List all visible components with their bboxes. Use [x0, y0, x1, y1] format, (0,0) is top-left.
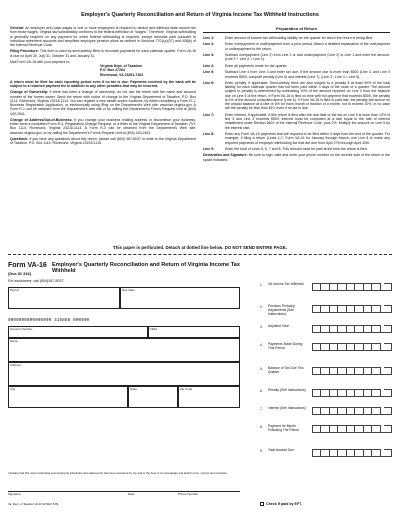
form-line-label: Previous Period(s) Adjustments (See Instructions): [268, 304, 296, 316]
due-date-field[interactable]: [120, 287, 240, 309]
instructions-right-column: [203, 26, 390, 162]
amount-digit-cell[interactable]: [384, 343, 392, 351]
questions-paragraph: [10, 137, 196, 146]
form-line-4: [260, 342, 392, 356]
amount-input[interactable]: [312, 449, 392, 457]
questions-text: If you have any questions about this return, please call (804) 367-8037 or write to the Virginia Department of Taxation, P.O. Box 1115, Richmond, Virginia 23218-1115.: [10, 136, 196, 145]
declaration-paragraph: [203, 153, 390, 162]
preparation-line-number: Line 1:: [203, 36, 215, 40]
questions-label: Questions:: [10, 136, 29, 141]
form-line-5: [260, 366, 392, 380]
eft-checkbox-row[interactable]: [260, 502, 302, 506]
amount-digit-cell[interactable]: [347, 407, 355, 415]
amount-input[interactable]: [312, 425, 392, 433]
filing-label: Filing Procedure:: [10, 49, 39, 54]
declaration-disclaimer: I declare that this return (including accompanying schedules and statements) has been examined by me and to the best of my knowledge and belief is true, correct and complete.: [8, 471, 228, 475]
period-field[interactable]: [8, 287, 120, 309]
amount-digit-cell[interactable]: [347, 389, 355, 397]
city-field[interactable]: [8, 386, 128, 408]
change-text: If there has been a change of ownership, do not use the return with the name and account number of the former owner. Send the return with notice of change to the Virginia Department of Taxation, P.O. Box 1114, Richmond, Virginia 23218-1114. You can register a new dealer and/or locations, by either completing a Form R-1, Business Registration Application, or electronically using iReg on the Department's Web site: www.tax.virginia.gov. A Form R-1 can be obtained from the Department's web site or by calling the Department's Forms Request Unit at (804) 440-2541.: [10, 90, 196, 116]
amount-digit-cell[interactable]: [330, 325, 338, 333]
preparation-line: [203, 36, 390, 40]
preparation-line-number: Line 8:: [203, 132, 215, 137]
preparation-title: Preparation of Return: [203, 26, 390, 33]
amount-digit-cell[interactable]: [364, 283, 372, 291]
form-line-label: Payment for Month Following The Period: [268, 424, 299, 432]
amount-digit-cell[interactable]: [321, 367, 329, 375]
preparation-line-number: Line 3:: [203, 53, 215, 58]
preparation-line: [203, 70, 390, 79]
form-line-6: [260, 388, 392, 402]
preparation-line-text: Enter the total of Lines 5, 6, 7 and 8. This amount must be paid at the time the return is filed.: [225, 147, 368, 151]
change-address-paragraph: [10, 118, 196, 135]
amount-digit-cell[interactable]: [321, 449, 329, 457]
amount-input[interactable]: [312, 407, 392, 415]
form-line-label: Payments Made During This Period: [268, 342, 303, 350]
amount-input[interactable]: [312, 283, 392, 291]
change-label: Change of Ownership:: [10, 90, 49, 95]
amount-digit-cell[interactable]: [355, 305, 363, 313]
form-heading: Employer's Quarterly Reconciliation and Return of Virginia Income Tax Withheld: [52, 262, 240, 275]
form-line-number: 3.: [260, 325, 263, 329]
preparation-line-number: Line 2:: [203, 42, 215, 47]
preparation-line-number: Line 5:: [203, 70, 215, 75]
form-line-label: Total Amount Due: [268, 448, 295, 452]
amount-digit-cell[interactable]: [364, 425, 372, 433]
amount-digit-cell[interactable]: [347, 343, 355, 351]
amount-digit-cell[interactable]: [384, 283, 392, 291]
amount-digit-cell[interactable]: [312, 407, 321, 415]
amount-digit-cell[interactable]: [338, 367, 346, 375]
amount-digit-cell[interactable]: [330, 449, 338, 457]
preparation-line-text: Enter interest, if applicable. If this return is filed after the due date or the tax on Line 5 is more than 10% of line 3 and Line 3 exceeds $500, interest must be computed at a rate equal to the rate of interest established under Section 6621 of the Internal Revenue Code, plus 2%. Multiply the amount on Line 5 by the interest rate.: [225, 112, 390, 130]
state-label: State: [130, 387, 138, 391]
amount-digit-cell[interactable]: [355, 325, 363, 333]
general-paragraph: [10, 26, 196, 47]
late-paragraph: A return must be filed for each reporting period even if no tax is due. Payments received by the bank will be subject to a returned payment fee in addition to any other penalties that may be incurred.: [10, 79, 196, 88]
address-field[interactable]: [8, 362, 240, 386]
amount-digit-cell[interactable]: [321, 425, 329, 433]
amount-digit-cell[interactable]: [364, 305, 372, 313]
address-change-label: Change of Address/Out-of-Business:: [10, 117, 73, 122]
amount-digit-cell[interactable]: [330, 343, 338, 351]
amount-digit-cell[interactable]: [330, 407, 338, 415]
form-line-label: VA Income Tax Withheld: [268, 282, 304, 286]
form-line-9: [260, 448, 392, 462]
amount-input[interactable]: [312, 325, 392, 333]
filing-paragraph: [10, 49, 196, 58]
amount-digit-cell[interactable]: [330, 367, 338, 375]
amount-digit-cell[interactable]: [384, 305, 392, 313]
eft-checkbox[interactable]: [260, 502, 264, 506]
form-line-number: 7.: [260, 407, 263, 411]
amount-digit-cell[interactable]: [364, 367, 372, 375]
form-line-label: Adjusted Total: [268, 324, 289, 328]
preparation-line-text: Enter any Form VA-15 payments that are required to be filed within 3 days from the end of the quarter. For example, if filing a return (Lines 1-7, Form VA-16 for January through March, use Line 8 to make any required payments of employer withholding tax that are due from April 27th through April 30th.: [225, 132, 390, 145]
preparation-line: [203, 113, 390, 130]
amount-digit-cell[interactable]: [347, 449, 355, 457]
amount-digit-cell[interactable]: [355, 425, 363, 433]
address-line-3: Richmond, VA 23261-7264: [100, 72, 144, 77]
form-line-label: Interest (See Instructions): [268, 406, 306, 410]
amount-digit-cell[interactable]: [347, 283, 355, 291]
scan-line: 0000000000000000 316888 000000: [8, 319, 90, 323]
perforation-notice: This paper is perforated. Detach at dotted line below. DO NOT SEND ENTIRE PAGE.: [113, 245, 287, 250]
amount-digit-cell[interactable]: [372, 325, 380, 333]
amount-digit-cell[interactable]: [372, 283, 380, 291]
perforation-line: [8, 254, 392, 255]
amount-digit-cell[interactable]: [355, 367, 363, 375]
form-line-number: 6.: [260, 389, 263, 393]
amount-digit-cell[interactable]: [384, 389, 392, 397]
amount-digit-cell[interactable]: [338, 407, 346, 415]
form-line-1: [260, 282, 392, 296]
city-label: City: [10, 387, 16, 391]
amount-digit-cell[interactable]: [347, 425, 355, 433]
preparation-line: [203, 132, 390, 145]
amount-digit-cell[interactable]: [372, 343, 380, 351]
amount-digit-cell[interactable]: [338, 425, 346, 433]
signature-label: Signature: [8, 492, 21, 496]
preparation-line: [203, 53, 390, 62]
preparation-line-number: Line 9:: [203, 147, 215, 151]
address-line-1: Virginia Dept. of Taxation: [100, 64, 142, 68]
amount-digit-cell[interactable]: [355, 407, 363, 415]
amount-input[interactable]: [312, 343, 392, 351]
amount-digit-cell[interactable]: [372, 425, 380, 433]
preparation-line-text: Enter amount of income tax withholding liability for the quarter for which the return is being filed.: [225, 36, 374, 40]
form-line-2: [260, 304, 392, 318]
amount-digit-cell[interactable]: [312, 425, 321, 433]
amount-digit-cell[interactable]: [364, 407, 372, 415]
amount-digit-cell[interactable]: [321, 325, 329, 333]
preparation-line-text: Subtract overpayment (Line 2) from Line 1 or add underpayment (Line 2) to Line 1 and enter the amount. (Line 1 + Line 2 = Line 3).: [225, 53, 390, 62]
preparation-line-number: Line 7:: [203, 112, 215, 117]
amount-digit-cell[interactable]: [312, 389, 321, 397]
amount-digit-cell[interactable]: [330, 425, 338, 433]
form-line-label: Penalty (See Instructions): [268, 388, 306, 392]
amount-digit-cell[interactable]: [347, 325, 355, 333]
amount-digit-cell[interactable]: [321, 283, 329, 291]
preparation-line-text: Enter penalty, if applicable. Semi-weekly filers are also subject to a penalty if at least 90% of the total liability for each calendar quarter has not been paid within 3 days of the close of a quarter. The amount subject to penalty is determined by subtracting 10% of the amount reported on Line 3 from the balance due on Line 5 of the return. If Form VA-16 is filed on time with full payment that exceeds $500, the penalty is 6% of the amount computed above (Line 5). If Form VA-16 is filed or paid late, the penalty will accrue on the unpaid balance at a rate of 6% for each month or fraction of a month, not to exceed 30%, in no case will the penalty be less than $10, even if no tax is due.: [225, 80, 390, 111]
form-line-number: 1.: [260, 283, 263, 287]
amount-digit-cell[interactable]: [338, 325, 346, 333]
amount-digit-cell[interactable]: [355, 283, 363, 291]
name-field[interactable]: [8, 338, 240, 362]
address-line-2: P.O. Box 27264: [100, 68, 125, 73]
period-label: Period: [10, 288, 19, 292]
page-title: Employer's Quarterly Reconciliation and Return of Virginia Income Tax Withheld Instructions: [81, 12, 319, 18]
amount-digit-cell[interactable]: [355, 449, 363, 457]
amount-digit-cell[interactable]: [312, 283, 321, 291]
amount-digit-cell[interactable]: [330, 283, 338, 291]
amount-digit-cell[interactable]: [312, 367, 321, 375]
amount-digit-cell[interactable]: [338, 389, 346, 397]
amount-input[interactable]: [312, 305, 392, 313]
declaration-text: Be sure to sign, date and enter your phone number on the reverse side of the return in the space indicated.: [203, 153, 390, 162]
amount-digit-cell[interactable]: [321, 407, 329, 415]
form-line-label: Balance of Tax Due This Quarter: [268, 366, 304, 374]
preparation-line-number: Line 4:: [203, 63, 215, 68]
amount-digit-cell[interactable]: [355, 389, 363, 397]
preparation-line: [203, 147, 390, 151]
preparation-line: [203, 64, 390, 68]
form-line-7: [260, 406, 392, 420]
due-date-label: Due Date: [122, 288, 135, 292]
amount-input[interactable]: [312, 389, 392, 397]
amount-digit-cell[interactable]: [372, 407, 380, 415]
amount-digit-cell[interactable]: [384, 425, 392, 433]
preparation-line: [203, 81, 390, 111]
account-number-label: Account Number: [10, 327, 33, 331]
amount-digit-cell[interactable]: [364, 449, 372, 457]
form-line-8: [260, 424, 392, 438]
amount-digit-cell[interactable]: [372, 389, 380, 397]
amount-digit-cell[interactable]: [364, 325, 372, 333]
amount-digit-cell[interactable]: [364, 343, 372, 351]
amount-digit-cell[interactable]: [372, 449, 380, 457]
fein-field[interactable]: [148, 326, 240, 338]
form-doc-id: (Doc ID 316): [8, 271, 32, 276]
declaration-label: Declaration and Signature:: [203, 153, 248, 158]
assistance-text: For assistance, call (804)367-8037.: [8, 279, 65, 283]
preparation-line: [203, 42, 390, 51]
amount-digit-cell[interactable]: [384, 407, 392, 415]
form-line-number: 2.: [260, 305, 263, 309]
amount-digit-cell[interactable]: [372, 367, 380, 375]
address-label: Address: [10, 363, 22, 367]
signature-line: [8, 491, 240, 492]
amount-digit-cell[interactable]: [355, 343, 363, 351]
amount-digit-cell[interactable]: [330, 305, 338, 313]
preparation-line-text: Enter all payments made for the quarter.: [225, 63, 288, 68]
general-label: General:: [10, 26, 25, 30]
amount-digit-cell[interactable]: [338, 283, 346, 291]
preparation-line-number: Line 6:: [203, 80, 215, 85]
date-label: Date: [128, 492, 135, 496]
amount-digit-cell[interactable]: [321, 343, 329, 351]
amount-digit-cell[interactable]: [321, 305, 329, 313]
amount-digit-cell[interactable]: [347, 367, 355, 375]
form-line-number: 8.: [260, 425, 263, 429]
form-line-number: 4.: [260, 343, 263, 347]
form-line-number: 9.: [260, 449, 263, 453]
form-line-3: [260, 324, 392, 338]
zip-label: Zip Code: [180, 387, 193, 391]
preparation-line-text: Enter overpayment or underpayment from a prior period. Attach a detailed explanation of the overpayment or underpayment to the return.: [225, 42, 390, 51]
address-change-text: If you change your business mailing address or discontinue your business, either send a completed Form R-3, Registration Change Request, or a letter to the Virginia Department of Taxation, P.O. Box 1114, Richmond, Virginia 23218-1114. A Form R-3 can be obtained from the Department's Web site: www.tax.virginia.gov, or by calling the Department's Forms Request Unit at (804) 440-2541.: [10, 117, 196, 135]
fein-label: FEIN: [150, 327, 157, 331]
form-footer: Va. Dept. of Taxation VA-16 W REV 5/09: [8, 502, 59, 506]
amount-digit-cell[interactable]: [384, 367, 392, 375]
amount-digit-cell[interactable]: [312, 305, 321, 313]
instructions-left-column: [10, 26, 196, 147]
amount-digit-cell[interactable]: [312, 449, 321, 457]
amount-digit-cell[interactable]: [364, 389, 372, 397]
amount-digit-cell[interactable]: [338, 449, 346, 457]
mailing-address: [10, 60, 196, 77]
filing-text: This form is used by semi-weekly filers to reconcile payments for each calendar quarter. Form VA-16 is due on April 30, July 31, October 31 and January 31.: [10, 49, 196, 58]
va16-form: [8, 262, 392, 512]
phone-label: Phone Number: [178, 492, 199, 496]
eft-label: Check if paid by EFT.: [266, 502, 302, 506]
amount-digit-cell[interactable]: [312, 325, 321, 333]
form-id: Form VA-16: [8, 262, 47, 269]
amount-digit-cell[interactable]: [312, 343, 321, 351]
general-text: An employer who pays wages to one or more employees is required to deduct and withhold state income tax from those wages. Virginia law substantially conforms to the federal definition of "wages." Therefore, Virginia withholding is generally required on any payment for which federal withholding is required, except amounts paid pursuant to individual retirement accounts and simplified employee pension plans as defined in Sections 7701(a)(37) and 408(k) of the Internal Revenue Code.: [10, 26, 196, 47]
name-label: Name: [10, 339, 19, 343]
form-line-number: 5.: [260, 367, 263, 371]
change-ownership-paragraph: [10, 90, 196, 116]
amount-digit-cell[interactable]: [372, 305, 380, 313]
amount-input[interactable]: [312, 367, 392, 375]
mail-intro: Mail Form VA-16 with your payment to:: [10, 59, 71, 64]
amount-digit-cell[interactable]: [321, 389, 329, 397]
amount-digit-cell[interactable]: [330, 389, 338, 397]
preparation-lines: [203, 36, 390, 151]
amount-digit-cell[interactable]: [338, 305, 346, 313]
amount-digit-cell[interactable]: [338, 343, 346, 351]
amount-digit-cell[interactable]: [384, 325, 392, 333]
preparation-line-text: Subtract Line 4 from Line 3 and enter tax due. If the amount due is more than $500 (Line 3, and Line 3 exceeds $500, compute penalty (Line 6) and interest (Line 7). (Line 3 - Line 4 = Line 5).: [225, 70, 390, 79]
amount-digit-cell[interactable]: [384, 449, 392, 457]
amount-digit-cell[interactable]: [347, 305, 355, 313]
